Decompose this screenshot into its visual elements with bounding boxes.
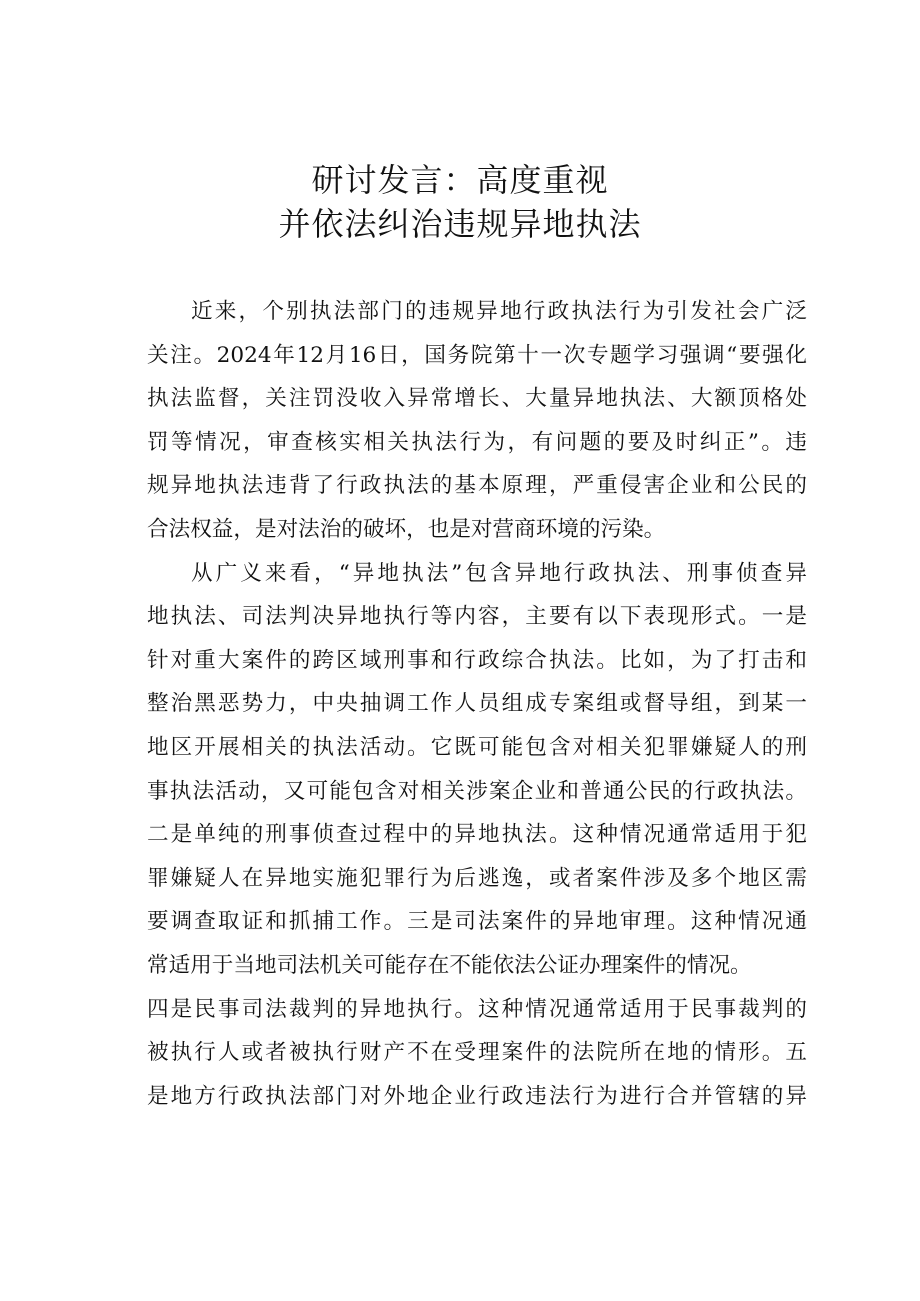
paragraph-1 [147, 290, 807, 552]
text-line: 近来，个别执法部门的违规异地行政执法行为引发社会广泛 [191, 299, 807, 324]
text-line: 合法权益，是对法治的破坏，也是对营商环境的污染。 [147, 516, 666, 542]
document-body [147, 290, 807, 1118]
text-line: 是地方行政执法部门对外地企业行政违法行为进行合并管辖的异 [147, 1083, 807, 1109]
text-line: 常适用于当地司法机关可能存在不能依法公证办理案件的情况。 [147, 952, 752, 978]
paragraph-2 [147, 552, 807, 1119]
text-line: 二是单纯的刑事侦查过程中的异地执法。这种情况通常适用于犯 [147, 822, 807, 848]
text-line: 四是民事司法裁判的异地执行。这种情况通常适用于民事裁判的 [147, 996, 807, 1022]
text-line: 要调查取证和抓捕工作。三是司法案件的异地审理。这种情况通 [147, 909, 807, 935]
text-line: 执法监督，关注罚没收入异常增长、大量异地执法、大额顶格处 [147, 386, 807, 412]
text-line: 罚等情况，审查核实相关执法行为，有问题的要及时纠正”。违 [147, 429, 807, 455]
text-line: 整治黑恶势力，中央抽调工作人员组成专案组或督导组，到某一 [147, 691, 807, 717]
title-line-1: 研讨发言：高度重视 [311, 161, 609, 199]
text-line: 地区开展相关的执法活动。它既可能包含对相关犯罪嫌疑人的刑 [147, 734, 807, 760]
text-line: 从广义来看，“异地执法”包含异地行政执法、刑事侦查异 [191, 560, 807, 586]
text-line: 关注。2024年12月16日，国务院第十一次专题学习强调“要强化 [147, 342, 807, 368]
text-line: 罪嫌疑人在异地实施犯罪行为后逃逸，或者案件涉及多个地区需 [147, 865, 807, 891]
document-title [0, 158, 920, 246]
title-line-2: 并依法纠治违规异地执法 [278, 205, 642, 243]
text-line: 地执法、司法判决异地执行等内容，主要有以下表现形式。一是 [147, 604, 807, 630]
text-line: 针对重大案件的跨区域刑事和行政综合执法。比如，为了打击和 [147, 647, 807, 673]
text-line: 事执法活动，又可能包含对相关涉案企业和普通公民的行政执法。 [147, 778, 807, 804]
text-line: 被执行人或者被执行财产不在受理案件的法院所在地的情形。五 [147, 1040, 807, 1066]
text-line: 规异地执法违背了行政执法的基本原理，严重侵害企业和公民的 [147, 473, 807, 499]
